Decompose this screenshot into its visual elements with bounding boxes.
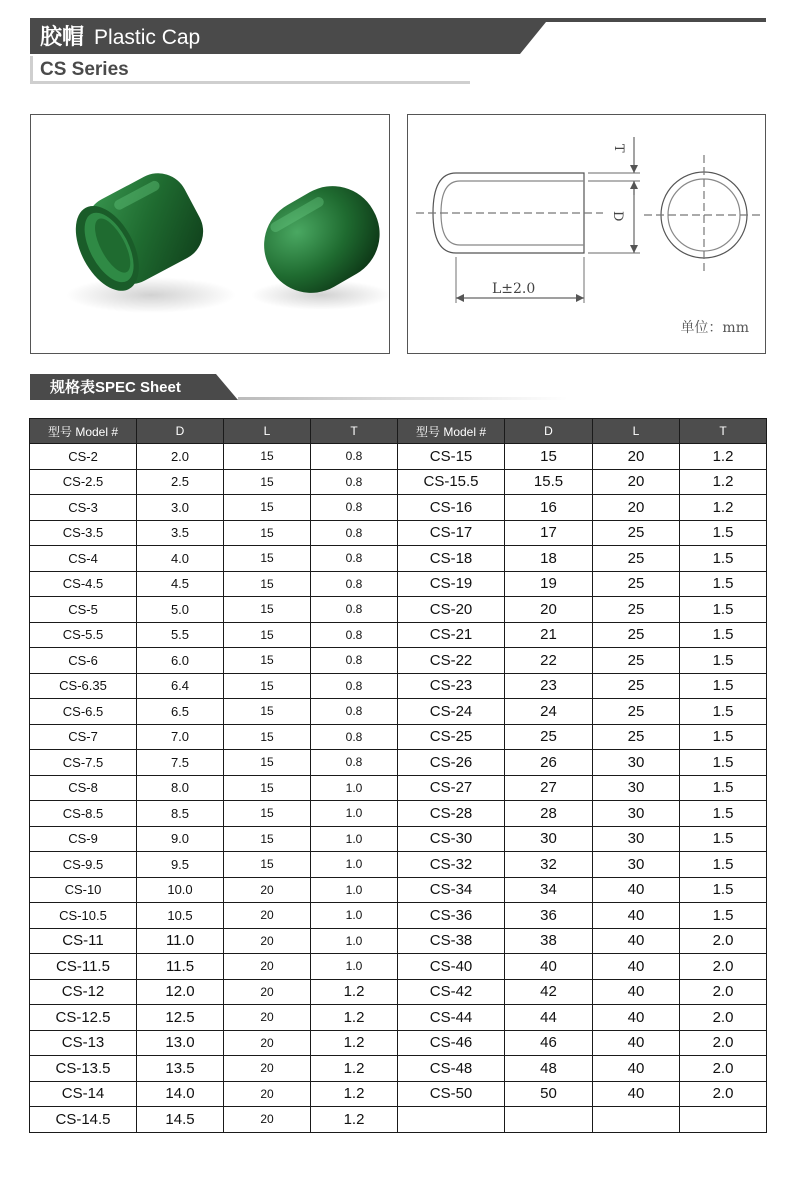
t-header: T (311, 419, 398, 444)
l-cell: 15 (224, 469, 311, 495)
d-header: D (505, 419, 593, 444)
t-cell: 0.8 (311, 750, 398, 776)
l-cell: 30 (593, 852, 680, 878)
model-cell: CS-4 (30, 546, 137, 572)
t-cell (680, 1107, 767, 1133)
label-t: T (611, 144, 626, 153)
model-cell: CS-13.5 (30, 1056, 137, 1082)
d-cell: 9.0 (137, 826, 224, 852)
d-cell: 2.0 (137, 444, 224, 470)
table-row (30, 1107, 767, 1133)
t-cell: 1.2 (680, 469, 767, 495)
model-cell: CS-32 (398, 852, 505, 878)
table-row (30, 673, 767, 699)
t-cell: 0.8 (311, 444, 398, 470)
d-cell: 15 (505, 444, 593, 470)
d-cell: 8.5 (137, 801, 224, 827)
l-cell: 20 (224, 1081, 311, 1107)
table-row (30, 1056, 767, 1082)
table-row (30, 469, 767, 495)
table-row (30, 648, 767, 674)
d-cell: 22 (505, 648, 593, 674)
model-cell: CS-14.5 (30, 1107, 137, 1133)
t-cell: 2.0 (680, 1030, 767, 1056)
d-cell: 9.5 (137, 852, 224, 878)
model-cell: CS-6 (30, 648, 137, 674)
t-cell: 1.5 (680, 750, 767, 776)
t-cell: 1.5 (680, 801, 767, 827)
l-cell: 20 (593, 495, 680, 521)
model-cell: CS-18 (398, 546, 505, 572)
dimension-diagram (407, 114, 766, 354)
t-cell: 1.5 (680, 546, 767, 572)
d-cell: 4.5 (137, 571, 224, 597)
model-cell: CS-50 (398, 1081, 505, 1107)
t-cell: 1.2 (311, 979, 398, 1005)
model-cell: CS-48 (398, 1056, 505, 1082)
model-cell: CS-17 (398, 520, 505, 546)
model-cell: CS-24 (398, 699, 505, 725)
t-cell: 2.0 (680, 954, 767, 980)
d-cell: 25 (505, 724, 593, 750)
label-d: D (610, 211, 625, 222)
l-cell: 30 (593, 775, 680, 801)
d-cell: 48 (505, 1056, 593, 1082)
d-cell (505, 1107, 593, 1133)
t-cell: 1.5 (680, 622, 767, 648)
d-cell: 42 (505, 979, 593, 1005)
d-cell: 6.4 (137, 673, 224, 699)
t-cell: 1.5 (680, 724, 767, 750)
l-cell: 40 (593, 1030, 680, 1056)
title-cn: 胶帽 (40, 24, 85, 49)
l-cell: 15 (224, 750, 311, 776)
l-cell: 40 (593, 877, 680, 903)
table-row (30, 571, 767, 597)
t-header: T (680, 419, 767, 444)
t-cell: 1.2 (311, 1005, 398, 1031)
l-cell: 20 (224, 979, 311, 1005)
model-cell: CS-38 (398, 928, 505, 954)
model-cell: CS-27 (398, 775, 505, 801)
model-cell: CS-5 (30, 597, 137, 623)
table-row (30, 877, 767, 903)
l-cell: 40 (593, 1005, 680, 1031)
unit-label: 单位：mm (680, 320, 749, 336)
d-cell: 12.5 (137, 1005, 224, 1031)
d-cell: 10.5 (137, 903, 224, 929)
d-cell: 16 (505, 495, 593, 521)
d-cell: 7.0 (137, 724, 224, 750)
t-cell: 1.0 (311, 928, 398, 954)
series-divider-left (30, 56, 33, 84)
t-cell: 1.5 (680, 826, 767, 852)
d-cell: 32 (505, 852, 593, 878)
l-cell: 20 (224, 1030, 311, 1056)
l-cell (593, 1107, 680, 1133)
model-cell: CS-42 (398, 979, 505, 1005)
t-cell: 1.5 (680, 903, 767, 929)
d-cell: 4.0 (137, 546, 224, 572)
model-cell: CS-8 (30, 775, 137, 801)
series-title: CS Series (40, 59, 129, 80)
model-cell: CS-6.35 (30, 673, 137, 699)
t-cell: 1.0 (311, 954, 398, 980)
l-cell: 20 (224, 1107, 311, 1133)
d-cell: 11.0 (137, 928, 224, 954)
model-cell: CS-16 (398, 495, 505, 521)
model-cell: CS-10.5 (30, 903, 137, 929)
t-cell: 2.0 (680, 1056, 767, 1082)
table-row (30, 444, 767, 470)
l-cell: 25 (593, 597, 680, 623)
t-cell: 2.0 (680, 1081, 767, 1107)
table-row (30, 750, 767, 776)
table-row (30, 546, 767, 572)
table-row (30, 520, 767, 546)
d-cell: 14.5 (137, 1107, 224, 1133)
t-cell: 1.5 (680, 775, 767, 801)
model-cell: CS-7.5 (30, 750, 137, 776)
t-cell: 1.5 (680, 852, 767, 878)
l-cell: 25 (593, 648, 680, 674)
page-title (40, 22, 200, 52)
d-cell: 50 (505, 1081, 593, 1107)
t-cell: 1.0 (311, 877, 398, 903)
d-cell: 7.5 (137, 750, 224, 776)
l-cell: 40 (593, 1056, 680, 1082)
table-row (30, 852, 767, 878)
l-cell: 15 (224, 724, 311, 750)
l-cell: 20 (593, 444, 680, 470)
d-cell: 40 (505, 954, 593, 980)
model-cell: CS-36 (398, 903, 505, 929)
model-cell: CS-23 (398, 673, 505, 699)
model-cell: CS-15 (398, 444, 505, 470)
l-header: L (593, 419, 680, 444)
model-header: 型号 Model # (398, 419, 505, 444)
l-cell: 20 (593, 469, 680, 495)
model-cell: CS-22 (398, 648, 505, 674)
t-cell: 0.8 (311, 469, 398, 495)
d-cell: 8.0 (137, 775, 224, 801)
t-cell: 0.8 (311, 724, 398, 750)
t-cell: 0.8 (311, 495, 398, 521)
green-caps-illustration (31, 115, 390, 354)
table-row (30, 954, 767, 980)
l-cell: 40 (593, 954, 680, 980)
product-photo (30, 114, 390, 354)
d-cell: 2.5 (137, 469, 224, 495)
l-cell: 25 (593, 699, 680, 725)
t-cell: 2.0 (680, 979, 767, 1005)
t-cell: 1.5 (680, 673, 767, 699)
l-cell: 30 (593, 826, 680, 852)
table-row (30, 903, 767, 929)
t-cell: 0.8 (311, 597, 398, 623)
table-row (30, 826, 767, 852)
table-row (30, 775, 767, 801)
model-cell: CS-15.5 (398, 469, 505, 495)
d-cell: 13.0 (137, 1030, 224, 1056)
t-cell: 1.0 (311, 826, 398, 852)
l-cell: 15 (224, 699, 311, 725)
d-cell: 17 (505, 520, 593, 546)
model-cell: CS-4.5 (30, 571, 137, 597)
t-cell: 1.0 (311, 775, 398, 801)
l-cell: 15 (224, 597, 311, 623)
model-cell: CS-2.5 (30, 469, 137, 495)
d-cell: 3.5 (137, 520, 224, 546)
d-cell: 3.0 (137, 495, 224, 521)
t-cell: 0.8 (311, 571, 398, 597)
table-row (30, 928, 767, 954)
d-cell: 34 (505, 877, 593, 903)
t-cell: 0.8 (311, 622, 398, 648)
t-cell: 1.2 (311, 1030, 398, 1056)
t-cell: 1.2 (311, 1056, 398, 1082)
table-row (30, 495, 767, 521)
model-cell: CS-21 (398, 622, 505, 648)
model-cell: CS-25 (398, 724, 505, 750)
t-cell: 1.2 (311, 1081, 398, 1107)
d-cell: 15.5 (505, 469, 593, 495)
l-cell: 25 (593, 546, 680, 572)
d-cell: 11.5 (137, 954, 224, 980)
l-cell: 15 (224, 444, 311, 470)
table-row (30, 699, 767, 725)
t-cell: 1.2 (680, 444, 767, 470)
model-cell: CS-6.5 (30, 699, 137, 725)
l-cell: 15 (224, 826, 311, 852)
model-cell: CS-14 (30, 1081, 137, 1107)
d-cell: 23 (505, 673, 593, 699)
model-cell: CS-26 (398, 750, 505, 776)
d-cell: 19 (505, 571, 593, 597)
spec-table (29, 418, 767, 1133)
series-divider (30, 81, 470, 84)
d-cell: 44 (505, 1005, 593, 1031)
t-cell: 1.0 (311, 903, 398, 929)
d-cell: 28 (505, 801, 593, 827)
t-cell: 1.5 (680, 877, 767, 903)
l-cell: 25 (593, 571, 680, 597)
t-cell: 0.8 (311, 648, 398, 674)
table-row (30, 979, 767, 1005)
l-cell: 15 (224, 648, 311, 674)
d-cell: 18 (505, 546, 593, 572)
t-cell: 1.5 (680, 520, 767, 546)
l-cell: 15 (224, 775, 311, 801)
l-cell: 15 (224, 520, 311, 546)
table-header-row (30, 419, 767, 444)
d-cell: 36 (505, 903, 593, 929)
t-cell: 0.8 (311, 546, 398, 572)
spec-title: 规格表SPEC Sheet (50, 379, 181, 396)
l-cell: 30 (593, 750, 680, 776)
l-cell: 20 (224, 1056, 311, 1082)
t-cell: 1.5 (680, 648, 767, 674)
l-cell: 20 (224, 1005, 311, 1031)
model-cell: CS-3 (30, 495, 137, 521)
l-cell: 15 (224, 801, 311, 827)
t-cell: 1.2 (680, 495, 767, 521)
model-cell: CS-12 (30, 979, 137, 1005)
t-cell: 1.0 (311, 852, 398, 878)
model-cell: CS-13 (30, 1030, 137, 1056)
l-cell: 25 (593, 520, 680, 546)
l-cell: 20 (224, 928, 311, 954)
model-cell: CS-9 (30, 826, 137, 852)
table-row (30, 724, 767, 750)
l-cell: 15 (224, 852, 311, 878)
l-cell: 20 (224, 877, 311, 903)
title-en: Plastic Cap (94, 26, 201, 49)
t-cell: 0.8 (311, 673, 398, 699)
l-cell: 40 (593, 903, 680, 929)
model-cell: CS-34 (398, 877, 505, 903)
d-cell: 5.5 (137, 622, 224, 648)
table-row (30, 1081, 767, 1107)
t-cell: 1.2 (311, 1107, 398, 1133)
model-cell: CS-11.5 (30, 954, 137, 980)
model-cell: CS-46 (398, 1030, 505, 1056)
l-cell: 20 (224, 903, 311, 929)
model-cell: CS-8.5 (30, 801, 137, 827)
d-cell: 27 (505, 775, 593, 801)
l-cell: 15 (224, 495, 311, 521)
l-cell: 30 (593, 801, 680, 827)
d-cell: 12.0 (137, 979, 224, 1005)
t-cell: 1.5 (680, 597, 767, 623)
model-cell: CS-44 (398, 1005, 505, 1031)
l-cell: 25 (593, 724, 680, 750)
model-cell: CS-12.5 (30, 1005, 137, 1031)
l-cell: 25 (593, 622, 680, 648)
model-cell: CS-11 (30, 928, 137, 954)
l-cell: 40 (593, 979, 680, 1005)
t-cell: 1.5 (680, 571, 767, 597)
t-cell: 2.0 (680, 1005, 767, 1031)
t-cell: 0.8 (311, 520, 398, 546)
d-header: D (137, 419, 224, 444)
d-cell: 30 (505, 826, 593, 852)
table-row (30, 1005, 767, 1031)
l-cell: 15 (224, 622, 311, 648)
t-cell: 1.0 (311, 801, 398, 827)
model-header: 型号 Model # (30, 419, 137, 444)
t-cell: 1.5 (680, 699, 767, 725)
d-cell: 14.0 (137, 1081, 224, 1107)
l-cell: 20 (224, 954, 311, 980)
l-cell: 15 (224, 571, 311, 597)
d-cell: 26 (505, 750, 593, 776)
table-row (30, 622, 767, 648)
d-cell: 46 (505, 1030, 593, 1056)
d-cell: 5.0 (137, 597, 224, 623)
d-cell: 6.0 (137, 648, 224, 674)
l-cell: 25 (593, 673, 680, 699)
d-cell: 20 (505, 597, 593, 623)
model-cell: CS-19 (398, 571, 505, 597)
label-l: L±2.0 (492, 281, 536, 297)
t-cell: 0.8 (311, 699, 398, 725)
d-cell: 13.5 (137, 1056, 224, 1082)
model-cell: CS-10 (30, 877, 137, 903)
l-header: L (224, 419, 311, 444)
model-cell (398, 1107, 505, 1133)
model-cell: CS-28 (398, 801, 505, 827)
model-cell: CS-40 (398, 954, 505, 980)
table-row (30, 801, 767, 827)
model-cell: CS-5.5 (30, 622, 137, 648)
d-cell: 21 (505, 622, 593, 648)
model-cell: CS-20 (398, 597, 505, 623)
table-row (30, 1030, 767, 1056)
d-cell: 10.0 (137, 877, 224, 903)
l-cell: 15 (224, 546, 311, 572)
model-cell: CS-3.5 (30, 520, 137, 546)
l-cell: 40 (593, 1081, 680, 1107)
table-row (30, 597, 767, 623)
l-cell: 15 (224, 673, 311, 699)
d-cell: 38 (505, 928, 593, 954)
model-cell: CS-9.5 (30, 852, 137, 878)
model-cell: CS-30 (398, 826, 505, 852)
d-cell: 6.5 (137, 699, 224, 725)
t-cell: 2.0 (680, 928, 767, 954)
model-cell: CS-2 (30, 444, 137, 470)
d-cell: 24 (505, 699, 593, 725)
model-cell: CS-7 (30, 724, 137, 750)
l-cell: 40 (593, 928, 680, 954)
